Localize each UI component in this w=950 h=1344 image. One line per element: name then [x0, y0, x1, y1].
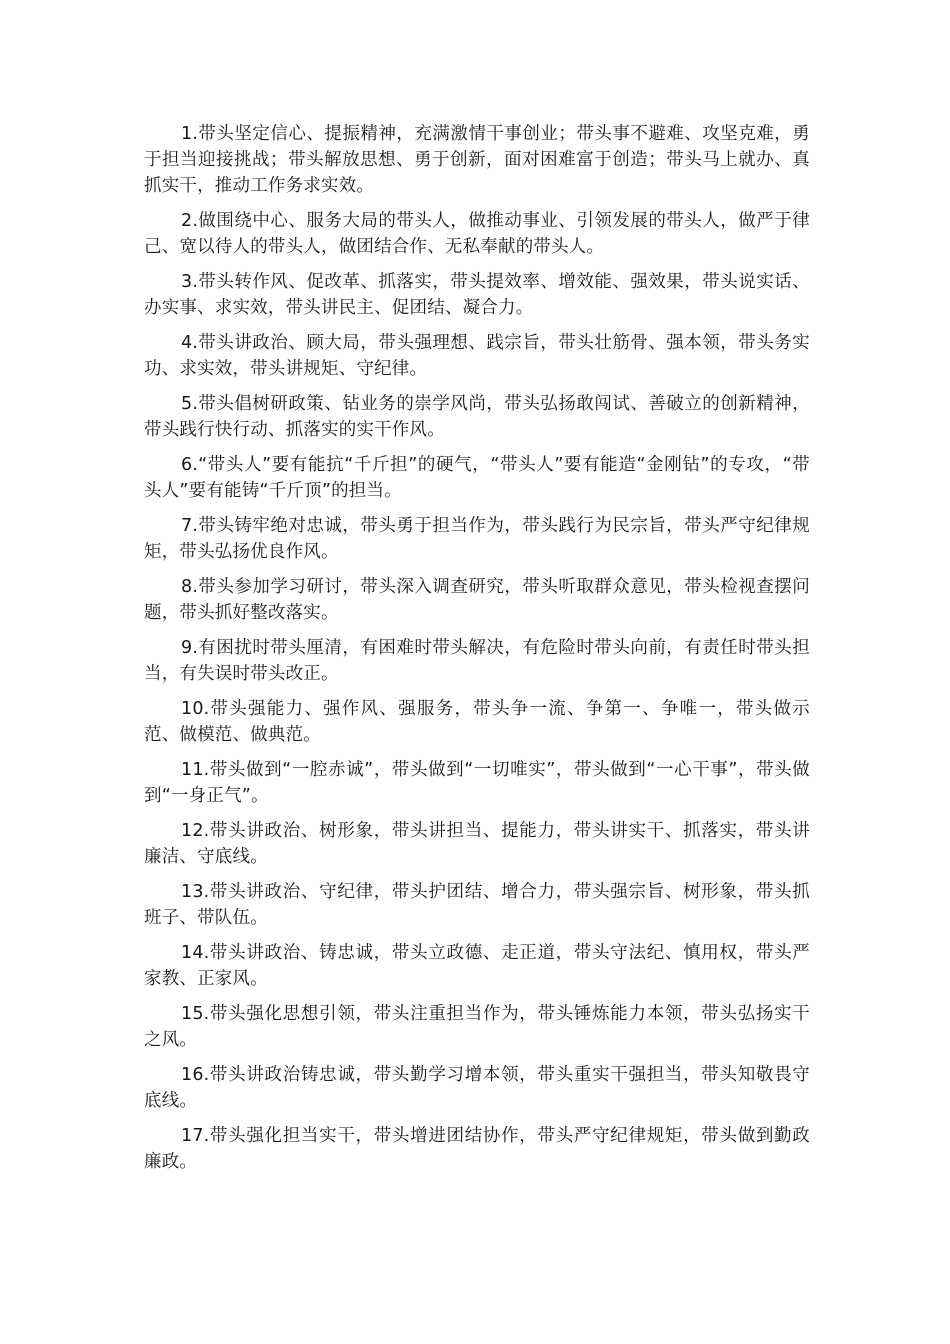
paragraph-14: 14.带头讲政治、铸忠诚，带头立政德、走正道，带头守法纪、慎用权，带头严家教、正家风。 — [144, 943, 810, 989]
paragraph-17: 17.带头强化担当实干，带头增进团结协作，带头严守纪律规矩，带头做到勤政廉政。 — [144, 1126, 810, 1172]
paragraph-6: 6.“带头人”要有能抗“千斤担”的硬气，“带头人”要有能造“金刚钻”的专攻，“带头人”要有能铸“千斤顶”的担当。 — [144, 455, 810, 501]
paragraph-1: 1.带头坚定信心、提振精神，充满激情干事创业；带头事不避难、攻坚克难，勇于担当迎接挑战；带头解放思想、勇于创新，面对困难富于创造；带头马上就办、真抓实干，推动工作务求实效。 — [144, 124, 810, 196]
paragraph-10: 10.带头强能力、强作风、强服务，带头争一流、争第一、争唯一，带头做示范、做模范、做典范。 — [144, 699, 810, 745]
paragraph-11: 11.带头做到“一腔赤诚”，带头做到“一切唯实”，带头做到“一心干事”，带头做到“一身正气”。 — [144, 760, 810, 806]
paragraph-4: 4.带头讲政治、顾大局，带头强理想、践宗旨，带头壮筋骨、强本领，带头务实功、求实效，带头讲规矩、守纪律。 — [144, 333, 810, 379]
paragraph-12: 12.带头讲政治、树形象，带头讲担当、提能力，带头讲实干、抓落实，带头讲廉洁、守底线。 — [144, 821, 810, 867]
paragraph-5: 5.带头倡树研政策、钻业务的崇学风尚，带头弘扬敢闯试、善破立的创新精神，带头践行快行动、抓落实的实干作风。 — [144, 394, 810, 440]
paragraph-9: 9.有困扰时带头厘清，有困难时带头解决，有危险时带头向前，有责任时带头担当，有失误时带头改正。 — [144, 638, 810, 684]
document-body — [144, 121, 810, 1184]
paragraph-8: 8.带头参加学习研讨，带头深入调查研究，带头听取群众意见，带头检视查摆问题，带头抓好整改落实。 — [144, 577, 810, 623]
paragraph-7: 7.带头铸牢绝对忠诚，带头勇于担当作为，带头践行为民宗旨，带头严守纪律规矩，带头弘扬优良作风。 — [144, 516, 810, 562]
paragraph-2: 2.做围绕中心、服务大局的带头人，做推动事业、引领发展的带头人，做严于律己、宽以待人的带头人，做团结合作、无私奉献的带头人。 — [144, 211, 810, 257]
paragraph-16: 16.带头讲政治铸忠诚，带头勤学习增本领，带头重实干强担当，带头知敬畏守底线。 — [144, 1065, 810, 1111]
paragraph-15: 15.带头强化思想引领，带头注重担当作为，带头锤炼能力本领，带头弘扬实干之风。 — [144, 1004, 810, 1050]
paragraph-13: 13.带头讲政治、守纪律，带头护团结、增合力，带头强宗旨、树形象，带头抓班子、带队伍。 — [144, 882, 810, 928]
paragraph-3: 3.带头转作风、促改革、抓落实，带头提效率、增效能、强效果，带头说实话、办实事、求实效，带头讲民主、促团结、凝合力。 — [144, 272, 810, 318]
